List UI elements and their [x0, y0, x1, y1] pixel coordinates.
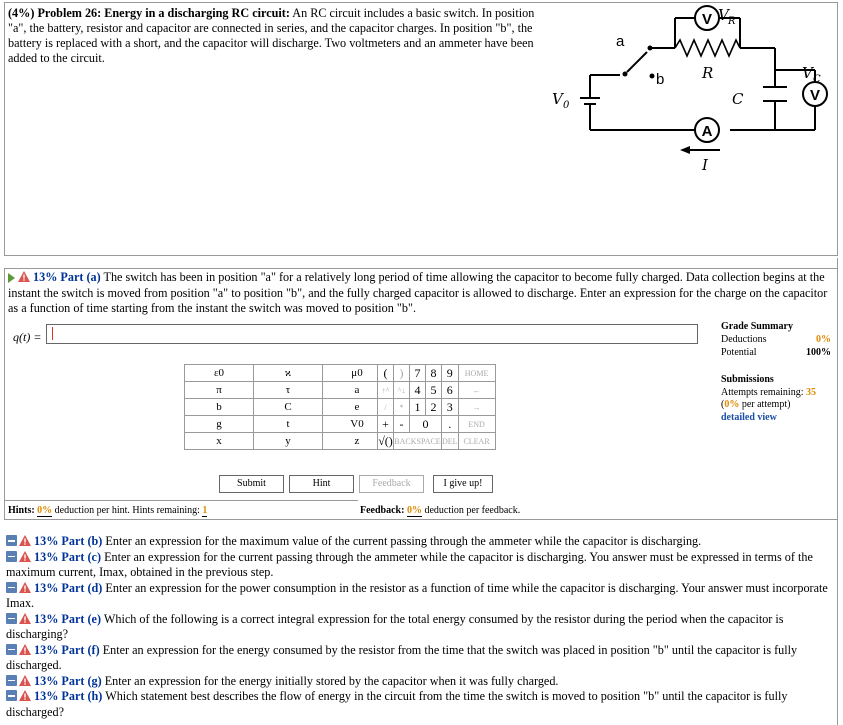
circuit-diagram [540, 0, 840, 180]
text-caret [52, 327, 53, 340]
key-superscript[interactable]: ↑^ [378, 382, 394, 399]
part-a-label: 13% Part (a) [33, 270, 101, 284]
collapse-icon[interactable] [6, 613, 17, 624]
per-attempt-open: ( [721, 399, 725, 410]
key-v0[interactable]: V0 [323, 416, 392, 433]
key-b[interactable]: b [185, 399, 254, 416]
problem-percent: (4%) [8, 6, 35, 20]
warning-icon [19, 675, 31, 686]
problem-title: Energy in a discharging RC circuit: [104, 6, 290, 20]
answer-input[interactable] [46, 324, 698, 344]
grade-summary-title: Grade Summary [721, 321, 793, 332]
key-end[interactable]: END [458, 416, 495, 433]
voltmeter-c-label: V [809, 87, 821, 104]
attempts-value: 35 [806, 386, 816, 398]
key-6[interactable]: 6 [442, 382, 459, 399]
number-keypad [377, 364, 496, 450]
hints-text: deduction per hint. Hints remaining: [54, 505, 200, 516]
problem-number: Problem 26: [37, 6, 102, 20]
key-1[interactable]: 1 [410, 399, 426, 416]
part-text: Enter an expression for the energy consumed by the resistor from the time that the switch was placed in position "b" until the capacitor is fully discharged. [6, 642, 798, 672]
warning-icon [19, 690, 31, 701]
list-item[interactable] [6, 689, 832, 720]
submissions-title: Submissions [721, 374, 774, 385]
part-label: 13% Part (h) [34, 689, 103, 703]
label-a: a [616, 33, 625, 50]
submissions-panel [721, 374, 831, 424]
hint-button[interactable]: Hint [289, 475, 354, 493]
key-3[interactable]: 3 [442, 399, 459, 416]
potential-value: 100% [806, 347, 831, 358]
symbol-keypad [184, 364, 392, 450]
key-mu0[interactable]: μ0 [323, 365, 392, 382]
potential-label: Potential [721, 347, 757, 358]
part-label: 13% Part (d) [34, 580, 103, 595]
warning-icon [19, 613, 31, 624]
key-backspace[interactable]: BACKSPACE [394, 433, 442, 450]
key-g[interactable]: g [185, 416, 254, 433]
feedback-text: deduction per feedback. [424, 505, 521, 516]
part-label: 13% Part (b) [34, 534, 103, 548]
give-up-button[interactable]: I give up! [433, 475, 493, 493]
part-label: 13% Part (f) [34, 642, 100, 657]
key-8[interactable]: 8 [426, 365, 442, 382]
part-text: Which statement best describes the flow of energy in the circuit from the time the switch is moved to position "b" until the capacitor is fully discharged? [6, 689, 788, 719]
hints-pct: 0% [37, 505, 53, 516]
warning-icon [19, 644, 31, 655]
grade-summary [721, 320, 831, 359]
answer-label: q(t) = [13, 330, 42, 344]
collapse-icon[interactable] [6, 535, 17, 546]
deductions-label: Deductions [721, 334, 767, 345]
key-plus[interactable]: + [378, 416, 394, 433]
parts-list [6, 534, 832, 720]
key-c[interactable]: C [254, 399, 323, 416]
key-pi[interactable]: π [185, 382, 254, 399]
collapse-icon[interactable] [6, 644, 17, 655]
part-label: 13% Part (g) [34, 673, 102, 688]
feedback-label: Feedback: [360, 505, 405, 516]
voltmeter-r-label: V [701, 11, 713, 28]
part-text: Enter an expression for the energy initially stored by the capacitor when it was fully charged. [104, 673, 559, 688]
warning-icon [19, 582, 31, 593]
per-attempt-pct: 0% [724, 399, 740, 410]
detailed-view-link[interactable]: detailed view [721, 411, 777, 423]
collapse-icon[interactable] [6, 690, 17, 701]
key-divide[interactable]: / [378, 399, 394, 416]
label-vr: V [718, 6, 729, 24]
hints-label: Hints: [8, 505, 35, 516]
key-del[interactable]: DEL [442, 433, 459, 450]
label-r: R [702, 64, 714, 82]
warning-icon [18, 271, 30, 282]
label-v0: V [552, 90, 563, 108]
key-home[interactable]: HOME [458, 365, 495, 382]
part-text: Enter an expression for the maximum value of the current passing through the ammeter while the capacitor is discharging. [105, 534, 702, 548]
key-2[interactable]: 2 [426, 399, 442, 416]
key-right-arrow[interactable]: → [458, 399, 495, 416]
part-a-text: The switch has been in position "a" for a relatively long period of time allowing the capacitor to become fully charged. Data collection begins at the instant the switch is moved from position "a" to position "b", and the fully charged capacitor is allowed to discharge. Enter an expression for the charge on the capacitor as a function of time starting from the instant the switch was moved to position "b". [8, 270, 828, 315]
key-kappa[interactable]: ϰ [254, 365, 323, 382]
expand-triangle-icon[interactable] [8, 273, 15, 283]
key-clear[interactable]: CLEAR [458, 433, 495, 450]
key-a[interactable]: a [323, 382, 392, 399]
problem-text: An RC circuit includes a basic switch. In position "a", the battery, resistor and capacitor are connected in series, and the capacitor charges. In position "b", the battery is replaced with a short, and the capacitor will discharge. Two voltmeters and an ammeter have been added to the circuit. [8, 6, 535, 65]
feedback-info [360, 505, 520, 516]
key-z[interactable]: z [323, 433, 392, 450]
label-b: b [656, 71, 665, 88]
key-dot[interactable]: . [442, 416, 459, 433]
part-text: Which of the following is a correct integral expression for the total energy consumed by the resistor during the period when the capacitor is discharging? [6, 611, 784, 641]
list-item[interactable] [6, 581, 832, 612]
label-vc-sub: C [813, 74, 821, 85]
list-item[interactable] [6, 534, 832, 550]
label-c: C [732, 90, 744, 108]
key-subscript[interactable]: ^↓ [394, 382, 410, 399]
hints-info [8, 505, 207, 516]
collapse-icon[interactable] [6, 675, 17, 686]
key-5[interactable]: 5 [426, 382, 442, 399]
key-4[interactable]: 4 [410, 382, 426, 399]
part-text: Enter an expression for the power consumption in the resistor as a function of time while the capacitor is discharging. Your answer must incorporate Imax. [6, 580, 828, 610]
key-x[interactable]: x [185, 433, 254, 450]
frame-border [837, 258, 838, 725]
key-minus[interactable]: - [394, 416, 410, 433]
key-close-paren[interactable]: ) [394, 365, 410, 382]
key-left-arrow[interactable]: ← [458, 382, 495, 399]
label-i: I [702, 156, 708, 174]
collapse-icon[interactable] [6, 582, 17, 593]
label-vr-sub: R [728, 16, 736, 27]
list-item[interactable] [6, 550, 832, 581]
key-sqrt[interactable]: √() [378, 433, 393, 448]
label-vc: V [802, 64, 813, 82]
part-label: 13% Part (e) [34, 611, 102, 626]
deductions-value: 0% [816, 334, 831, 345]
label-v0-sub: 0 [563, 100, 570, 111]
ammeter-label: A [701, 123, 713, 140]
part-label: 13% Part (c) [34, 549, 102, 564]
feedback-button[interactable]: Feedback [359, 475, 424, 493]
part-text: Enter an expression for the current passing through the ammeter while the capacitor is discharging. You answer must be expressed in terms of the maximum current, Imax, obtained in the previous step. [6, 549, 813, 579]
key-multiply[interactable]: * [394, 399, 410, 416]
warning-icon [19, 535, 31, 546]
key-open-paren[interactable]: ( [378, 365, 394, 382]
per-attempt-label: per attempt) [741, 399, 791, 410]
key-e[interactable]: e [323, 399, 392, 416]
problem-statement [8, 6, 548, 66]
key-tau[interactable]: τ [254, 382, 323, 399]
submit-button[interactable]: Submit [219, 475, 284, 493]
collapse-icon[interactable] [6, 551, 17, 562]
key-7[interactable]: 7 [410, 365, 426, 382]
list-item[interactable] [6, 674, 832, 690]
hints-remaining: 1 [202, 505, 208, 516]
key-epsilon0[interactable]: ε0 [185, 365, 254, 382]
part-a-header [8, 270, 834, 317]
list-item[interactable] [6, 612, 832, 643]
key-0[interactable]: 0 [410, 416, 442, 433]
key-y[interactable]: y [254, 433, 323, 450]
list-item[interactable] [6, 643, 832, 674]
key-9[interactable]: 9 [442, 365, 459, 382]
attempts-label: Attempts remaining: [721, 386, 804, 398]
feedback-pct: 0% [406, 505, 422, 516]
warning-icon [19, 551, 31, 562]
key-t[interactable]: t [254, 416, 323, 433]
